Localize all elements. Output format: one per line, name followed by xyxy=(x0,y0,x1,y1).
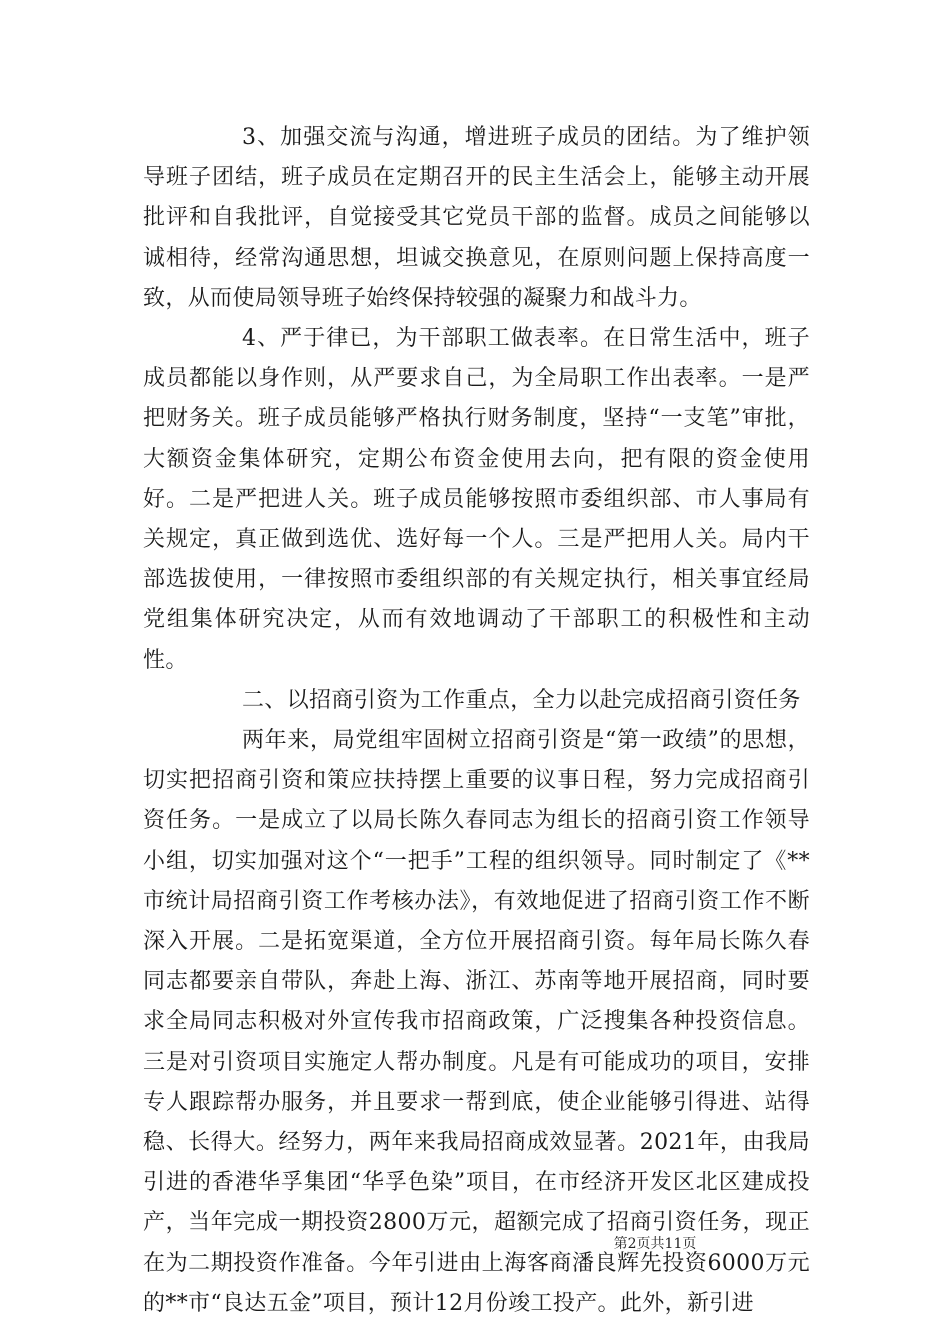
section-heading-investment: 二、以招商引资为工作重点，全力以赴完成招商引资任务 xyxy=(242,687,801,713)
page-footer xyxy=(0,1233,950,1253)
document-body xyxy=(143,118,810,1324)
paragraph-strengthen-communication: 3、加强交流与沟通，增进班子成员的团结。为了维护领导班子团结，班子成员在定期召开的民主生活会上，能够主动开展批评和自我批评，自觉接受其它党员干部的监督。成员之间能够以诚相待，经常沟通思想，坦诚交换意见，在原则问题上保持高度一致，从而使局领导班子始终保持较强的凝聚力和战斗力。 xyxy=(143,125,810,311)
paragraph-self-discipline: 4、严于律已，为干部职工做表率。在日常生活中，班子成员都能以身作则，从严要求自己，为全局职工作出表率。一是严把财务关。班子成员能够严格执行财务制度，坚持“一支笔”审批，大额资金集体研究，定期公布资金使用去向，把有限的资金使用好。二是严把进人关。班子成员能够按照市委组织部、市人事局有关规定，真正做到选优、选好每一个人。三是严把用人关。局内干部选拔使用，一律按照市委组织部的有关规定执行，相关事宜经局党组集体研究决定，从而有效地调动了干部职工的积极性和主动性。 xyxy=(143,326,810,673)
page-number: 第2页共11页 xyxy=(613,1236,697,1252)
paragraph-investment-work: 两年来，局党组牢固树立招商引资是“第一政绩”的思想，切实把招商引资和策应扶持摆上重要的议事日程，努力完成招商引资任务。一是成立了以局长陈久春同志为组长的招商引资工作领导小组，切实加强对这个“一把手”工程的组织领导。同时制定了《**市统计局招商引资工作考核办法》，有效地促进了招商引资工作不断深入开展。二是拓宽渠道，全方位开展招商引资。每年局长陈久春同志都要亲自带队，奔赴上海、浙江、苏南等地开展招商，同时要求全局同志积极对外宣传我市招商政策，广泛搜集各种投资信息。三是对引资项目实施定人帮办制度。凡是有可能成功的项目，安排专人跟踪帮办服务，并且要求一帮到底，使企业能够引得进、站得稳、长得大。经努力，两年来我局招商成效显著。2021年，由我局引进的香港华孚集团“华孚色染”项目，在市经济开发区北区建成投产，当年完成一期投资2800万元，超额完成了招商引资任务，现正在为二期投资作准备。今年引进由上海客商潘良辉先投资6000万元的**市“良达五金”项目，预计12月份竣工投产。此外，新引进 xyxy=(143,728,810,1316)
